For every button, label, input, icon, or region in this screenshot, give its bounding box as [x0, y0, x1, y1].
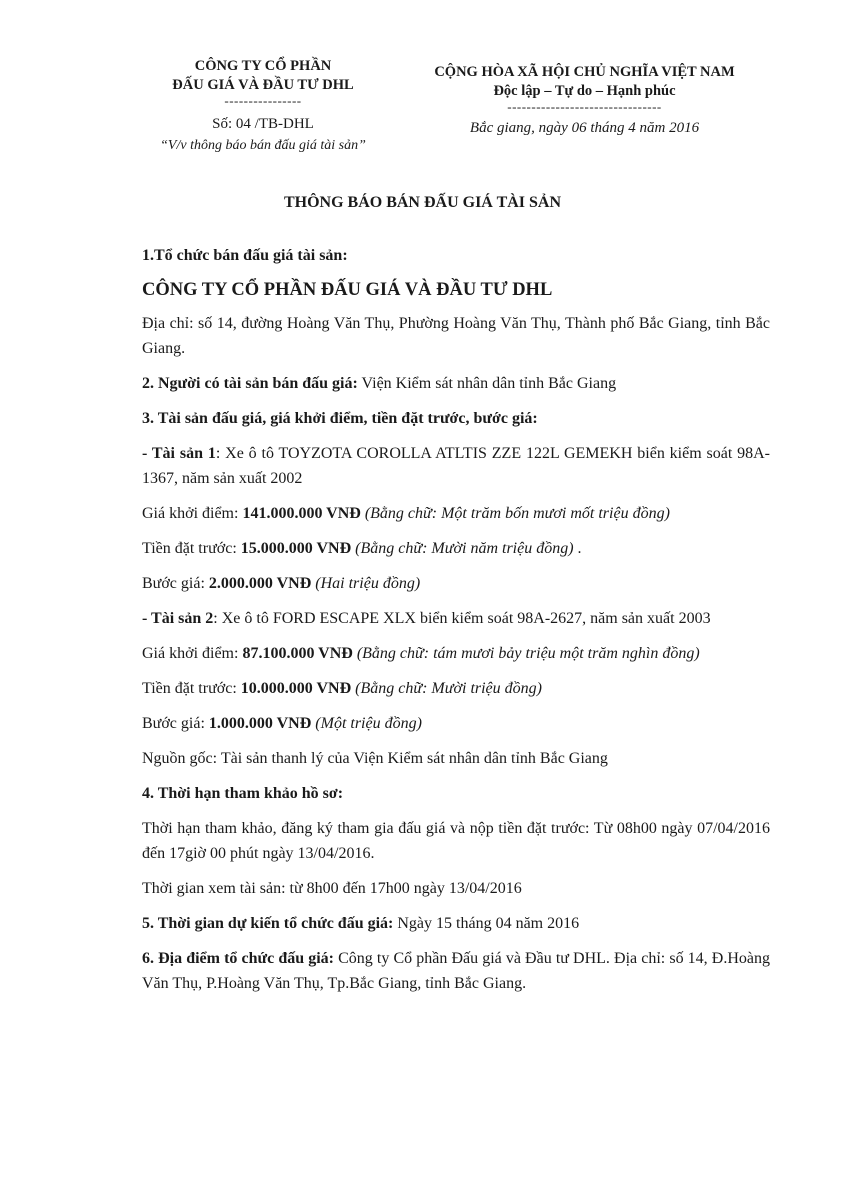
section5-auction-time	[142, 911, 770, 936]
asset2-start-price	[142, 641, 770, 666]
asset2-description	[142, 606, 770, 631]
document-subject: “V/v thông báo bán đấu giá tài sản”	[160, 138, 366, 153]
section5-value: Ngày 15 tháng 04 năm 2016	[393, 915, 580, 932]
section4-viewing-period: Thời gian xem tài sản: từ 8h00 đến 17h00 ngày 13/04/2016	[142, 880, 522, 897]
asset2-desc: : Xe ô tô FORD ESCAPE XLX biển kiểm soát 98A-2627, năm sản xuất 2003	[213, 610, 711, 627]
asset1-deposit-label: Tiền đặt trước:	[142, 540, 241, 557]
asset1-deposit-tail: .	[573, 540, 582, 557]
asset2-deposit-words: (Bằng chữ: Mười triệu đồng)	[351, 680, 542, 697]
national-motto: Độc lập – Tự do – Hạnh phúc	[493, 83, 676, 99]
document-number: Số: 04 /TB-DHL	[212, 116, 314, 132]
section4-registration-period: Thời hạn tham khảo, đăng ký tham gia đấu giá và nộp tiền đặt trước: Từ 08h00 ngày 07/04/2016 đến 17giờ 00 phút ngày 13/04/2016.	[142, 820, 770, 862]
national-separator: --------------------------------	[507, 99, 662, 114]
asset1-step-value: 2.000.000 VNĐ	[208, 575, 312, 592]
section6-auction-location	[142, 946, 770, 996]
asset1-desc: : Xe ô tô TOYZOTA COROLLA ATLTIS ZZE 122L GEMEKH biển kiểm soát 98A-1367, năm sản xuất 2002	[142, 445, 771, 487]
asset2-step-label: Bước giá:	[142, 715, 209, 732]
asset2-step-words: (Một triệu đồng)	[311, 715, 422, 732]
organizer-address: Địa chỉ: số 14, đường Hoàng Văn Thụ, Phường Hoàng Văn Thụ, Thành phố Bắc Giang, tỉnh Bắc Giang.	[142, 315, 770, 357]
asset1-step-label: Bước giá:	[142, 575, 209, 592]
asset1-description	[142, 441, 770, 491]
company-name-line1: CÔNG TY CỔ PHẦN	[194, 58, 332, 74]
document-date: Bắc giang, ngày 06 tháng 4 năm 2016	[469, 120, 700, 136]
section6-label: 6. Địa điểm tổ chức đấu giá:	[142, 950, 335, 967]
section6-value: Công ty Cổ phần Đấu giá và Đầu tư DHL. Địa chỉ: số 14, Đ.Hoàng Văn Thụ, P.Hoàng Văn Thụ, Tp.Bắc Giang, tỉnh Bắc Giang.	[142, 950, 770, 992]
section1-heading: 1.Tổ chức bán đấu giá tài sản:	[142, 247, 348, 264]
asset2-label: - Tài sản 2	[142, 610, 214, 627]
asset1-start-price	[142, 501, 770, 526]
asset1-start-value: 141.000.000 VNĐ	[242, 505, 361, 522]
company-header	[118, 57, 408, 155]
asset1-label: - Tài sản 1	[142, 445, 216, 462]
organizer-company-name: CÔNG TY CỔ PHẦN ĐẤU GIÁ VÀ ĐẦU TƯ DHL	[142, 280, 553, 300]
asset-origin: Nguồn gốc: Tài sản thanh lý của Viện Kiểm sát nhân dân tỉnh Bắc Giang	[142, 750, 608, 767]
asset1-deposit	[142, 536, 770, 561]
asset2-step-value: 1.000.000 VNĐ	[208, 715, 312, 732]
section5-label: 5. Thời gian dự kiến tổ chức đấu giá:	[142, 915, 394, 932]
asset1-step	[142, 571, 770, 596]
asset2-step	[142, 711, 770, 736]
document-title: THÔNG BÁO BÁN ĐẤU GIÁ TÀI SẢN	[283, 194, 562, 211]
company-separator: ----------------	[224, 93, 302, 108]
asset1-step-words: (Hai triệu đồng)	[311, 575, 421, 592]
section2-owner	[142, 371, 770, 396]
section4-heading: 4. Thời hạn tham khảo hồ sơ:	[142, 785, 344, 802]
asset1-deposit-words: (Bằng chữ: Mười năm triệu đồng)	[351, 540, 574, 557]
section2-value: Viện Kiểm sát nhân dân tỉnh Bắc Giang	[357, 375, 617, 392]
asset1-start-label: Giá khởi điểm:	[142, 505, 243, 522]
asset2-deposit	[142, 676, 770, 701]
national-header	[402, 63, 767, 138]
section2-label: 2. Người có tài sản bán đấu giá:	[142, 375, 358, 392]
asset2-deposit-label: Tiền đặt trước:	[142, 680, 241, 697]
asset2-deposit-value: 10.000.000 VNĐ	[240, 680, 352, 697]
asset2-start-label: Giá khởi điểm:	[142, 645, 243, 662]
asset2-start-words: (Bằng chữ: tám mươi bảy triệu một trăm nghìn đồng)	[352, 645, 700, 662]
asset1-deposit-value: 15.000.000 VNĐ	[240, 540, 352, 557]
asset1-start-words: (Bằng chữ: Một trăm bốn mươi mốt triệu đồng)	[360, 505, 670, 522]
national-title: CỘNG HÒA XÃ HỘI CHỦ NGHĨA VIỆT NAM	[434, 64, 735, 80]
asset2-start-value: 87.100.000 VNĐ	[242, 645, 353, 662]
company-name-line2: ĐẤU GIÁ VÀ ĐẦU TƯ DHL	[172, 77, 354, 93]
document-body	[142, 243, 770, 1006]
section3-heading: 3. Tài sản đấu giá, giá khởi điểm, tiền đặt trước, bước giá:	[142, 410, 538, 427]
